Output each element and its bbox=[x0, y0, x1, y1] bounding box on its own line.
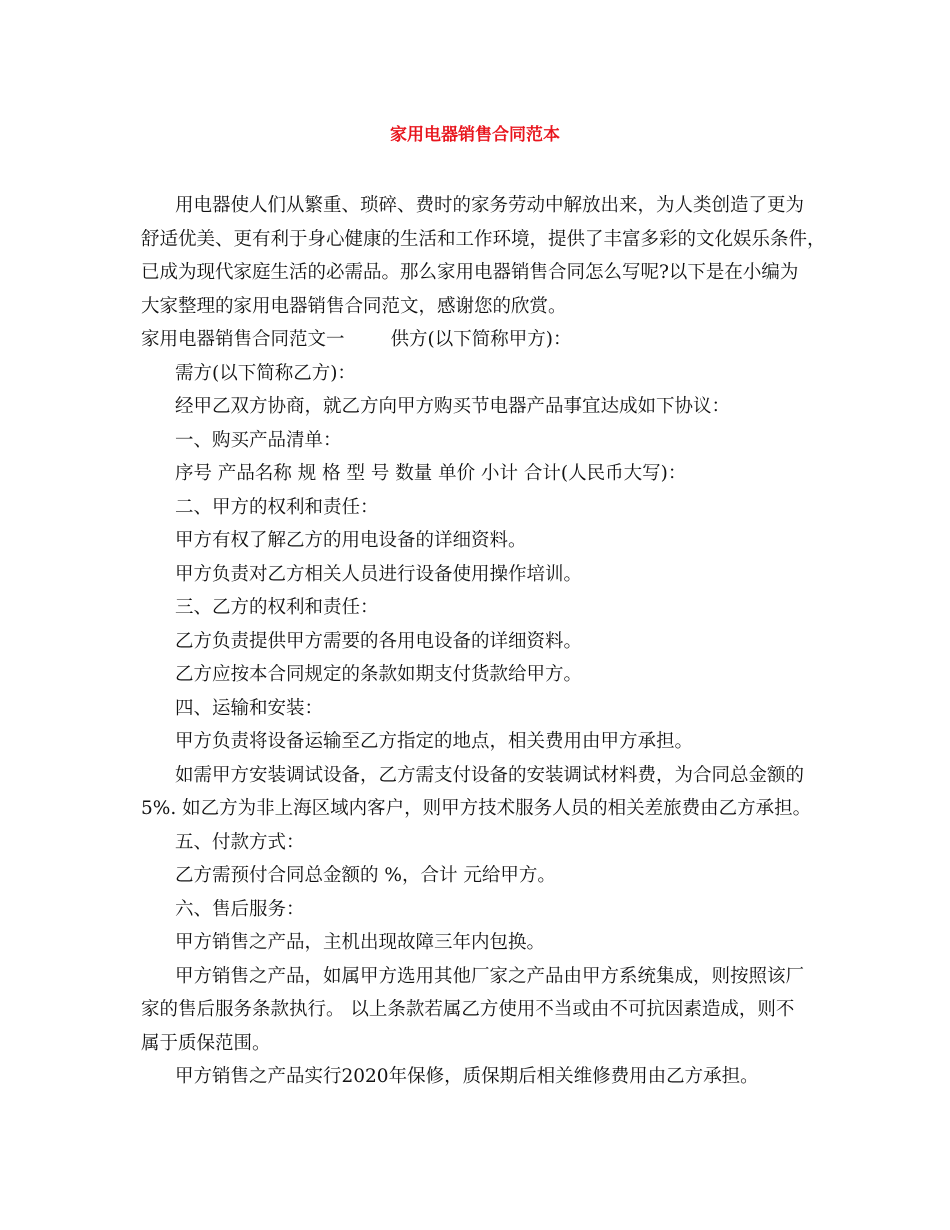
section-4-item-2-line-2: 5%. 如乙方为非上海区域内客户，则甲方技术服务人员的相关差旅费由乙方承担。 bbox=[141, 798, 812, 819]
section-2-title: 二、甲方的权利和责任： bbox=[175, 496, 379, 518]
intro-line-3: 已成为现代家庭生活的必需品。那么家用电器销售合同怎么写呢?以下是在小编为 bbox=[141, 262, 799, 283]
demander-label: 需方(以下简称乙方)： bbox=[175, 362, 356, 384]
section-3-item-1: 乙方负责提供甲方需要的各用电设备的详细资料。 bbox=[175, 630, 583, 652]
section-6-item-3: 甲方销售之产品实行2020年保修，质保期后相关维修费用由乙方承担。 bbox=[175, 1066, 759, 1087]
section-6-item-2-line-3: 属于质保范围。 bbox=[141, 1032, 271, 1054]
agreement-text: 经甲乙双方协商，就乙方向甲方购买节电器产品事宜达成如下协议： bbox=[175, 396, 731, 417]
intro-line-4: 大家整理的家用电器销售合同范文，感谢您的欣赏。 bbox=[141, 295, 567, 317]
section-4-item-1: 甲方负责将设备运输至乙方指定的地点，相关费用由甲方承担。 bbox=[175, 731, 694, 752]
sample-heading: 家用电器销售合同范文一 bbox=[141, 329, 345, 350]
sample-heading-line bbox=[141, 323, 821, 357]
section-4-title: 四、运输和安装： bbox=[175, 697, 324, 719]
section-2-item-2: 甲方负责对乙方相关人员进行设备使用操作培训。 bbox=[175, 563, 583, 585]
section-6-item-2-line-2: 家的售后服务条款执行。 以上条款若属乙方使用不当或由不可抗因素造成，则不 bbox=[141, 999, 795, 1020]
section-6-title: 六、售后服务： bbox=[175, 898, 305, 920]
section-5-item-1: 乙方需预付合同总金额的 %，合计 元给甲方。 bbox=[175, 865, 556, 886]
section-5-title: 五、付款方式： bbox=[175, 831, 305, 853]
section-1-columns: 序号 产品名称 规 格 型 号 数量 单价 小计 合计(人民币大写)： bbox=[175, 463, 687, 484]
supplier-label: 供方(以下简称甲方)： bbox=[390, 329, 572, 350]
section-3-item-2: 乙方应按本合同规定的条款如期支付货款给甲方。 bbox=[175, 664, 583, 685]
document-title: 家用电器销售合同范本 bbox=[390, 125, 560, 145]
intro-line-1: 用电器使人们从繁重、琐碎、费时的家务劳动中解放出来，为人类创造了更为 bbox=[175, 195, 805, 216]
section-2-item-1: 甲方有权了解乙方的用电设备的详细资料。 bbox=[175, 530, 527, 551]
document-body bbox=[141, 189, 826, 1094]
section-1-title: 一、购买产品清单： bbox=[175, 429, 342, 451]
section-6-item-2-line-1: 甲方销售之产品，如属甲方选用其他厂家之产品由甲方系统集成，则按照该厂 bbox=[175, 965, 805, 987]
section-3-title: 三、乙方的权利和责任： bbox=[175, 597, 379, 618]
intro-line-2: 舒适优美、更有利于身心健康的生活和工作环境，提供了丰富多彩的文化娱乐条件， bbox=[141, 228, 826, 250]
section-6-item-1: 甲方销售之产品，主机出现故障三年内包换。 bbox=[175, 932, 546, 953]
section-4-item-2-line-1: 如需甲方安装调试设备，乙方需支付设备的安装调试材料费，为合同总金额的 bbox=[175, 764, 805, 786]
